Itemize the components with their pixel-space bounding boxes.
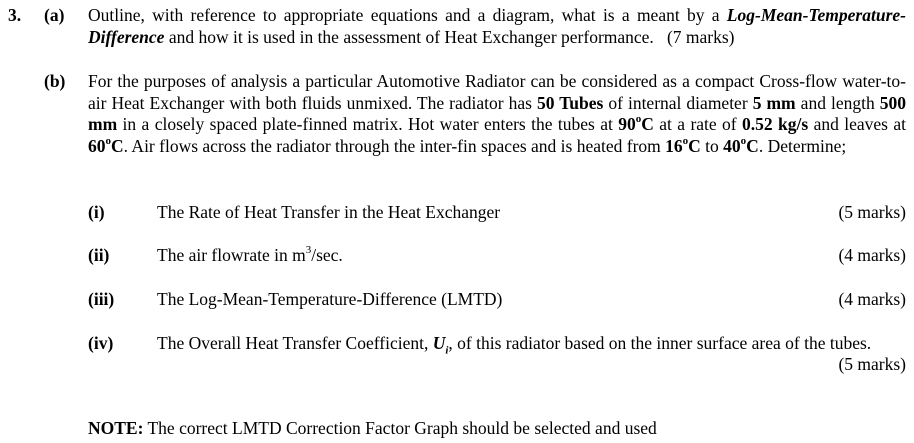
part-b-sentence-2: of internal diameter <box>603 92 753 113</box>
part-b-label: (b) <box>44 71 66 91</box>
degree-symbol: o <box>635 113 642 126</box>
part-b-sentence-7: . Air flows across the radiator through the inter-fin spaces and is heated from <box>123 135 666 156</box>
air-outlet-temp <box>723 136 759 156</box>
part-b-text <box>88 71 906 157</box>
subpart-iv-text-1: The Overall Heat Transfer Coefficient, <box>157 333 433 353</box>
subpart-ii-text-2: /sec. <box>311 245 343 265</box>
symbol-u: U <box>432 333 446 353</box>
water-inlet-temp-unit: C <box>641 114 654 134</box>
part-a-label: (a) <box>44 5 65 25</box>
subpart-iv-text <box>157 333 907 355</box>
subpart-iii-text: The Log-Mean-Temperature-Difference (LMTD) <box>157 289 503 309</box>
note <box>88 418 657 440</box>
degree-symbol: o <box>740 134 747 147</box>
air-inlet-temp <box>665 136 701 156</box>
water-inlet-temp <box>618 114 654 134</box>
air-inlet-temp-unit: C <box>688 135 701 156</box>
length-value: 500 mm <box>88 92 906 134</box>
part-b-sentence-1: For the purposes of analysis a particular Automotive Radiator can be considered as a compact Cross-flow water-to-air Heat Exchanger with both fluids unmixed. The radiator has <box>88 71 906 113</box>
note-label: NOTE: <box>88 418 144 438</box>
part-a-text <box>88 5 906 48</box>
part-a-marks: (7 marks) <box>666 26 735 47</box>
part-b-sentence-8: to <box>700 135 724 156</box>
part-b-sentence-9: . Determine; <box>758 135 847 156</box>
subpart-ii-label: (ii) <box>88 245 110 265</box>
part-a-text-1: Outline, with reference to appropriate equations and a diagram, what is a meant by a <box>88 5 727 25</box>
part-b-sentence-3: and length <box>795 92 880 113</box>
air-outlet-temp-value: 40 <box>723 135 741 156</box>
subpart-iv-marks: (5 marks) <box>838 354 906 374</box>
degree-symbol: o <box>105 134 111 147</box>
subpart-iii-label: (iii) <box>88 289 115 309</box>
subpart-ii-text-1: The air flowrate in m <box>157 245 306 265</box>
part-a-term: Log-Mean-Temperature-Difference <box>88 5 906 47</box>
question-number: 3. <box>8 5 22 25</box>
subpart-i-text: The Rate of Heat Transfer in the Heat Exchanger <box>157 202 501 222</box>
diameter-value: 5 mm <box>752 92 796 113</box>
air-inlet-temp-value: 16 <box>665 135 683 156</box>
flow-rate-value: 0.52 kg/s <box>742 114 809 134</box>
subpart-ii-text <box>157 245 907 267</box>
subpart-iv-label: (iv) <box>88 333 114 353</box>
subpart-ii-marks: (4 marks) <box>838 245 906 265</box>
water-outlet-temp-unit: C <box>111 135 124 156</box>
part-b-sentence-5: at a rate of <box>653 114 743 134</box>
note-text: The correct LMTD Correction Factor Graph should be selected and used <box>143 418 657 438</box>
part-b-sentence-4: in a closely spaced plate-finned matrix. Hot water enters the tubes at <box>117 114 619 134</box>
part-a-text-2: and how it is used in the assessment of Heat Exchanger performance. <box>164 26 654 47</box>
subpart-i-label: (i) <box>88 202 105 222</box>
subpart-i-marks: (5 marks) <box>838 202 906 222</box>
air-outlet-temp-unit: C <box>746 135 759 156</box>
water-outlet-temp-value: 60 <box>88 135 106 156</box>
tubes-value: 50 Tubes <box>536 92 604 113</box>
subpart-ii-superscript: 3 <box>305 244 312 257</box>
water-inlet-temp-value: 90 <box>618 114 636 134</box>
subpart-iv-text-2: , of this radiator based on the inner surface area of the tubes. <box>448 333 872 353</box>
symbol-u-subscript: i <box>445 344 449 357</box>
water-outlet-temp <box>88 136 124 156</box>
subpart-iii-marks: (4 marks) <box>838 289 906 309</box>
part-b-sentence-6: and leaves at <box>808 114 906 134</box>
degree-symbol: o <box>682 134 689 147</box>
